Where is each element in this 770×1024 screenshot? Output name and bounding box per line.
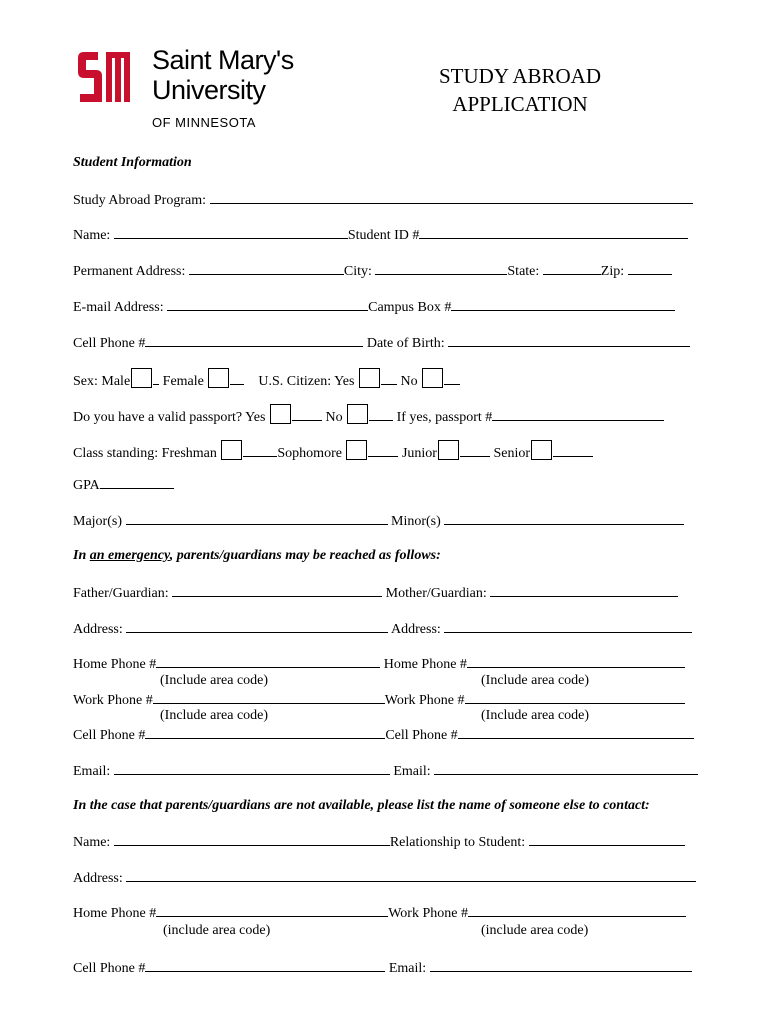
emergency-heading-underlined: an emergency (89, 548, 170, 563)
other-contact-cell-label: Cell Phone # (73, 961, 146, 976)
father-address-field[interactable] (126, 620, 388, 633)
sophomore-label: Sophomore (277, 446, 342, 461)
state-label: State: (507, 264, 540, 279)
father-email-label: Email: (73, 764, 111, 779)
female-underline (230, 372, 244, 385)
mother-home-area-code-note: (Include area code) (481, 673, 590, 688)
mother-guardian-field[interactable] (490, 584, 678, 597)
student-id-label: Student ID # (347, 228, 420, 243)
father-home-phone-field[interactable] (156, 655, 380, 668)
citizen-no-underline (444, 372, 460, 385)
other-contact-work-phone-label: Work Phone # (388, 906, 468, 921)
program-field[interactable] (210, 191, 693, 204)
senior-underline (553, 444, 593, 457)
class-freshman-label: Class standing: Freshman (73, 446, 217, 461)
dob-label: Date of Birth: (366, 336, 445, 351)
father-guardian-label: Father/Guardian: (73, 586, 169, 601)
junior-checkbox[interactable] (438, 440, 459, 460)
cell-phone-label: Cell Phone # (73, 336, 146, 351)
emergency-heading (73, 548, 441, 564)
us-citizen-label: U.S. Citizen: Yes (258, 374, 355, 389)
sophomore-checkbox[interactable] (346, 440, 367, 460)
father-work-area-code-note: (Include area code) (160, 708, 269, 723)
other-contact-name-row (73, 833, 685, 851)
father-work-phone-label: Work Phone # (73, 693, 153, 708)
gpa-field[interactable] (100, 476, 174, 489)
guardian-work-phone-row (73, 691, 685, 709)
form-title-line-2: APPLICATION (452, 92, 588, 116)
other-contact-address-label: Address: (73, 871, 123, 886)
campus-box-field[interactable] (451, 298, 675, 311)
logo-line-3: OF MINNESOTA (152, 115, 256, 130)
program-row (73, 191, 693, 209)
class-standing-row (73, 440, 593, 462)
sex-citizen-row (73, 368, 460, 390)
female-checkbox[interactable] (208, 368, 229, 388)
other-contact-email-label: Email: (388, 961, 427, 976)
other-contact-phone-row (73, 904, 686, 922)
mother-cell-phone-label: Cell Phone # (385, 728, 458, 743)
majors-field[interactable] (126, 512, 388, 525)
passport-question-label: Do you have a valid passport? Yes (73, 410, 266, 425)
citizen-no-label: No (400, 374, 418, 389)
other-work-area-code-note: (include area code) (481, 923, 589, 938)
passport-row (73, 404, 664, 426)
other-contact-cell-email-row (73, 959, 692, 977)
program-label: Study Abroad Program: (73, 193, 206, 208)
mother-work-phone-field[interactable] (465, 691, 685, 704)
minors-label: Minor(s) (391, 514, 441, 529)
logo-mark-icon (74, 52, 148, 106)
freshman-underline (243, 444, 277, 457)
mother-cell-phone-field[interactable] (458, 726, 694, 739)
passport-yes-checkbox[interactable] (270, 404, 291, 424)
zip-field[interactable] (628, 262, 672, 275)
zip-label: Zip: (600, 264, 625, 279)
campus-box-label: Campus Box # (368, 300, 452, 315)
other-contact-home-phone-label: Home Phone # (73, 906, 157, 921)
father-cell-phone-label: Cell Phone # (73, 728, 146, 743)
logo-line-2: University (152, 75, 266, 105)
father-work-phone-field[interactable] (153, 691, 385, 704)
relationship-label: Relationship to Student: (389, 835, 526, 850)
other-contact-email-field[interactable] (430, 959, 692, 972)
passport-number-label: If yes, passport # (396, 410, 493, 425)
father-email-field[interactable] (114, 762, 390, 775)
city-field[interactable] (375, 262, 507, 275)
name-row (73, 226, 688, 244)
name-label: Name: (73, 228, 111, 243)
city-label: City: (343, 264, 372, 279)
mother-guardian-label: Mother/Guardian: (385, 586, 487, 601)
logo-line-1: Saint Mary's (152, 45, 294, 75)
gpa-label: GPA (73, 478, 100, 493)
passport-no-underline (369, 408, 393, 421)
male-underline (153, 372, 159, 385)
passport-no-label: No (325, 410, 343, 425)
guardian-home-phone-row (73, 655, 685, 673)
relationship-field[interactable] (529, 833, 685, 846)
permanent-address-label: Permanent Address: (73, 264, 186, 279)
father-cell-phone-field[interactable] (145, 726, 385, 739)
email-row (73, 298, 675, 316)
passport-yes-underline (292, 408, 322, 421)
dob-field[interactable] (448, 334, 690, 347)
citizen-yes-checkbox[interactable] (359, 368, 380, 388)
father-home-phone-label: Home Phone # (73, 657, 157, 672)
email-label: E-mail Address: (73, 300, 164, 315)
junior-underline (460, 444, 490, 457)
minors-field[interactable] (444, 512, 684, 525)
mother-work-phone-label: Work Phone # (384, 693, 465, 708)
other-contact-name-label: Name: (73, 835, 111, 850)
sophomore-underline (368, 444, 398, 457)
form-title-line-1: STUDY ABROAD (439, 64, 601, 88)
name-field[interactable] (114, 226, 348, 239)
other-contact-work-phone-field[interactable] (468, 904, 686, 917)
majors-minors-row (73, 512, 684, 530)
other-contact-cell-field[interactable] (145, 959, 385, 972)
cell-phone-field[interactable] (145, 334, 363, 347)
other-home-area-code-note: (include area code) (163, 923, 271, 938)
passport-no-checkbox[interactable] (347, 404, 368, 424)
mother-address-field[interactable] (444, 620, 692, 633)
father-guardian-field[interactable] (172, 584, 382, 597)
sex-male-label: Sex: Male (73, 374, 131, 389)
mother-home-phone-label: Home Phone # (383, 657, 467, 672)
emergency-heading-pre: In (73, 548, 90, 563)
passport-number-field[interactable] (492, 408, 664, 421)
majors-label: Major(s) (73, 514, 122, 529)
guardian-address-row (73, 620, 692, 638)
father-address-label: Address: (73, 622, 123, 637)
gpa-row (73, 476, 174, 494)
junior-label: Junior (401, 446, 437, 461)
permanent-address-field[interactable] (189, 262, 344, 275)
citizen-no-checkbox[interactable] (422, 368, 443, 388)
student-id-field[interactable] (419, 226, 688, 239)
mother-address-label: Address: (391, 622, 441, 637)
guardian-cell-phone-row (73, 726, 694, 744)
guardian-row (73, 584, 678, 602)
senior-checkbox[interactable] (531, 440, 552, 460)
state-field[interactable] (543, 262, 601, 275)
email-field[interactable] (167, 298, 368, 311)
senior-label: Senior (493, 446, 531, 461)
mother-email-field[interactable] (434, 762, 698, 775)
other-contact-name-field[interactable] (114, 833, 390, 846)
other-contact-heading: In the case that parents/guardians are not available, please list the name of someone else to contact: (73, 798, 650, 813)
female-label: Female (162, 374, 204, 389)
mother-home-phone-field[interactable] (467, 655, 685, 668)
student-info-heading: Student Information (73, 155, 192, 170)
mother-email-label: Email: (393, 764, 431, 779)
form-title (410, 62, 630, 118)
father-home-area-code-note: (Include area code) (160, 673, 269, 688)
male-checkbox[interactable] (131, 368, 152, 388)
emergency-heading-post: , parents/guardians may be reached as follows: (169, 548, 441, 563)
mother-work-area-code-note: (Include area code) (481, 708, 590, 723)
freshman-checkbox[interactable] (221, 440, 242, 460)
cell-dob-row (73, 334, 690, 352)
address-row (73, 262, 672, 280)
citizen-yes-underline (381, 372, 397, 385)
guardian-email-row (73, 762, 698, 780)
other-contact-address-field[interactable] (126, 869, 696, 882)
other-contact-home-phone-field[interactable] (156, 904, 388, 917)
other-contact-address-row (73, 869, 696, 887)
